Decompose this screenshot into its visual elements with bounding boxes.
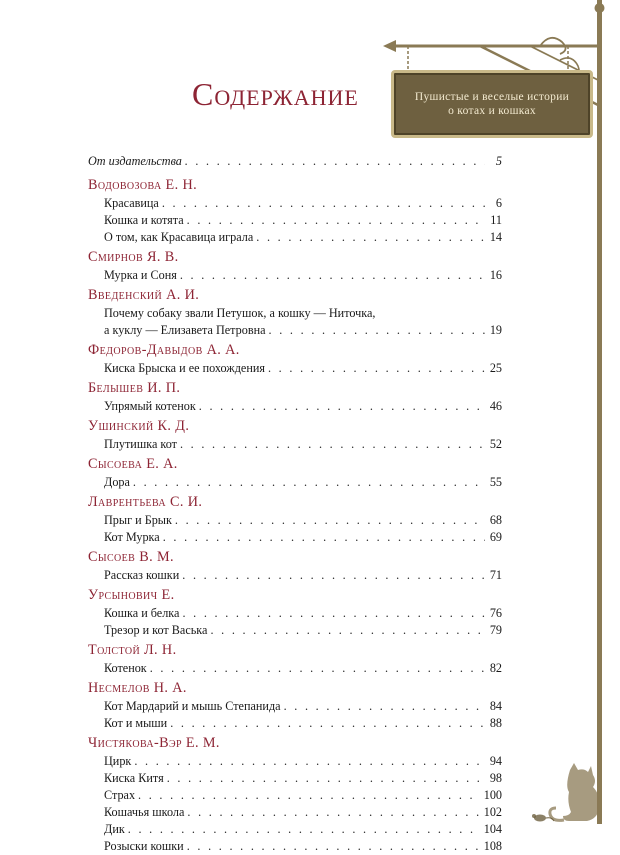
entry-page: 84 [489, 699, 502, 713]
entry-page: 104 [483, 822, 502, 836]
entry-label: Котенок [104, 661, 147, 675]
dot-leader [167, 770, 485, 787]
entry-label: Рассказ кошки [104, 568, 180, 582]
dot-leader [180, 267, 485, 284]
toc-entry[interactable] [88, 195, 502, 212]
toc-author: Белышев И. П. [88, 380, 181, 396]
dot-leader [210, 622, 485, 639]
toc-entry[interactable] [88, 622, 502, 639]
entry-page: 52 [489, 437, 502, 451]
toc-author: Несмелов Н. А. [88, 680, 187, 696]
toc-entry[interactable] [88, 567, 502, 584]
entry-label: Киска Китя [104, 771, 164, 785]
entry-page: 69 [489, 530, 502, 544]
dot-leader [268, 360, 485, 377]
entry-page: 108 [483, 839, 502, 853]
entry-label: Цирк [104, 754, 132, 768]
entry-label: Красавица [104, 196, 159, 210]
entry-page: 98 [489, 771, 502, 785]
entry-page: 88 [489, 716, 502, 730]
toc-entry[interactable] [88, 360, 502, 377]
toc-intro-entry[interactable] [88, 153, 502, 174]
entry-label: Упрямый котенок [104, 399, 196, 413]
entry-label: Киска Брыска и ее похождения [104, 361, 265, 375]
entry-label: Дора [104, 475, 130, 489]
entry-page: 71 [489, 568, 502, 582]
dot-leader [187, 838, 481, 855]
entry-page: 14 [489, 230, 502, 244]
entry-page: 68 [489, 513, 502, 527]
toc-author: Толстой Л. Н. [88, 642, 177, 658]
toc-entry[interactable] [88, 698, 502, 715]
entry-page: 100 [483, 788, 502, 802]
toc-entry[interactable] [88, 229, 502, 246]
toc-entry[interactable] [88, 605, 502, 622]
entry-label: Кошка и котята [104, 213, 184, 227]
entry-label: Кот Мурка [104, 530, 160, 544]
dot-leader [175, 512, 485, 529]
signboard [391, 70, 593, 138]
toc-author: Ушинский К. Д. [88, 418, 190, 434]
entry-label: От издательства [88, 154, 182, 168]
entry-page: 11 [490, 213, 502, 227]
dot-leader [138, 787, 481, 804]
toc-entry[interactable] [88, 787, 502, 804]
page-title: Содержание [192, 76, 359, 112]
dot-leader [269, 322, 485, 339]
dot-leader [187, 212, 485, 229]
entry-page: 55 [489, 475, 502, 489]
dot-leader [284, 698, 485, 715]
toc-author: Смирнов Я. В. [88, 249, 179, 265]
dot-leader [182, 567, 485, 584]
sign-line-1: Пушистые и веселые истории [414, 91, 570, 103]
entry-label: Прыг и Брык [104, 513, 172, 527]
toc-entry-line[interactable]: Почему собаку звали Петушок, а кошку — Ниточка, [104, 306, 376, 320]
entry-label: Трезор и кот Васька [104, 623, 208, 637]
entry-page: 79 [489, 623, 502, 637]
dot-leader [182, 605, 485, 622]
entry-label: Кот Мардарий и мышь Степанида [104, 699, 281, 713]
dot-leader [163, 529, 485, 546]
dot-leader [256, 229, 485, 246]
entry-label: Мурка и Соня [104, 268, 177, 282]
sign-line-2: о котах и кошках [448, 105, 536, 117]
dot-leader [199, 398, 485, 415]
entry-label: Плутишка кот [104, 437, 177, 451]
dot-leader [134, 753, 485, 770]
entry-page: 16 [489, 268, 502, 282]
entry-label: Розыски кошки [104, 839, 184, 853]
entry-label: Кошачья школа [104, 805, 185, 819]
table-of-contents [88, 153, 502, 855]
entry-label: Страх [104, 788, 136, 802]
entry-page: 82 [489, 661, 502, 675]
entry-label: а куклу — Елизавета Петровна [104, 323, 266, 337]
toc-entry[interactable] [88, 474, 502, 491]
entry-label: Дик [104, 822, 125, 836]
entry-page: 5 [495, 154, 502, 168]
toc-entry[interactable] [88, 436, 502, 453]
toc-author: Лаврентьева С. И. [88, 494, 203, 510]
toc-author: Урсынович Е. [88, 587, 175, 603]
entry-page: 25 [489, 361, 502, 375]
toc-entry[interactable] [88, 212, 502, 229]
entry-page: 6 [495, 196, 502, 210]
cat-and-mouse-icon [530, 762, 600, 824]
entry-label: Кошка и белка [104, 606, 180, 620]
dot-leader [187, 804, 480, 821]
entry-label: Кот и мыши [104, 716, 168, 730]
dot-leader [170, 715, 485, 732]
toc-author: Водовозова Е. Н. [88, 177, 198, 193]
toc-author: Федоров-Давыдов А. А. [88, 342, 240, 358]
toc-author: Сысоева Е. А. [88, 456, 178, 472]
toc-entry[interactable] [88, 804, 502, 821]
toc-author: Сысоев В. М. [88, 549, 174, 565]
dot-leader [133, 474, 485, 491]
entry-page: 19 [489, 323, 502, 337]
toc-entry[interactable] [88, 715, 502, 732]
dot-leader [185, 153, 485, 170]
toc-entry[interactable] [88, 660, 502, 677]
entry-page: 94 [489, 754, 502, 768]
entry-page: 102 [483, 805, 502, 819]
dot-leader [162, 195, 485, 212]
toc-entry[interactable] [88, 267, 502, 284]
toc-entry[interactable] [88, 529, 502, 546]
dot-leader [150, 660, 485, 677]
toc-entry[interactable] [88, 838, 502, 855]
toc-entry[interactable] [88, 512, 502, 529]
entry-label: О том, как Красавица играла [104, 230, 254, 244]
toc-author: Введенский А. И. [88, 287, 200, 303]
toc-entry[interactable] [88, 322, 502, 339]
toc-entry[interactable] [88, 753, 502, 770]
toc-entry[interactable] [88, 770, 502, 787]
dot-leader [180, 436, 485, 453]
toc-entry[interactable] [88, 398, 502, 415]
entry-page: 46 [489, 399, 502, 413]
entry-page: 76 [489, 606, 502, 620]
toc-author: Чистякова-Вэр Е. М. [88, 735, 220, 751]
